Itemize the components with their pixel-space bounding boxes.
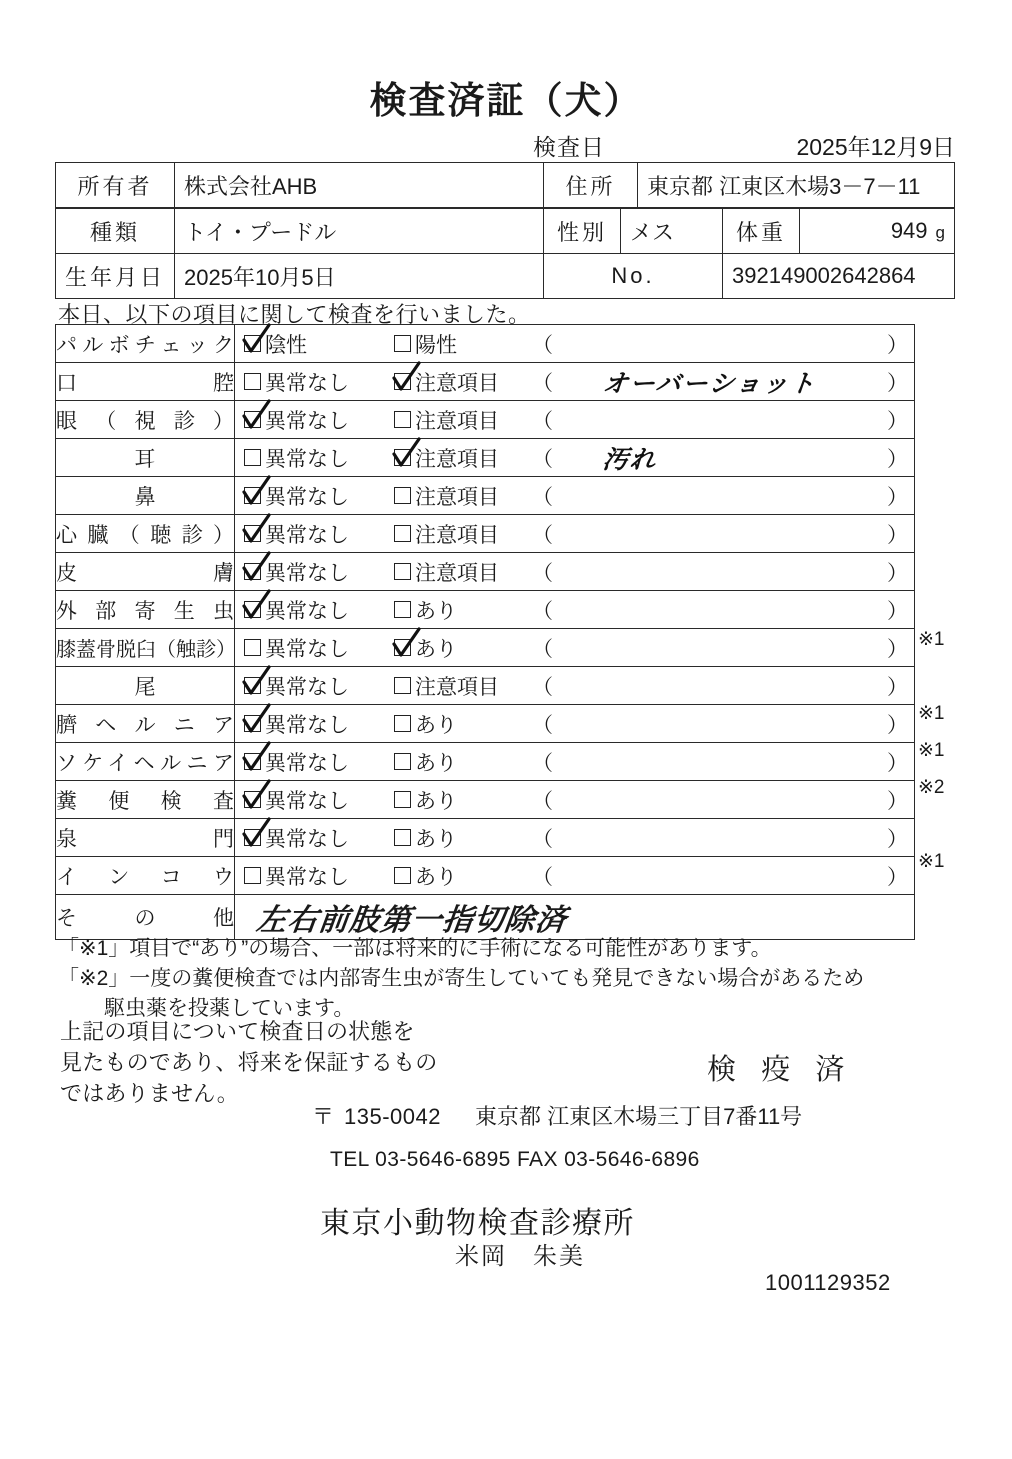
paren-close: ） <box>887 637 908 661</box>
checklist-item-label <box>56 667 235 705</box>
checklist-item-label <box>56 401 235 439</box>
checkbox-option-1[interactable] <box>244 449 261 466</box>
checklist-item-label-text: 鼻 <box>134 485 156 509</box>
checklist-row <box>56 515 915 553</box>
footnote-mark: ※1 <box>918 740 945 761</box>
checklist-row <box>56 629 915 667</box>
checklist-row <box>56 819 915 857</box>
option-2[interactable] <box>394 595 530 625</box>
page-title: 検査済証（犬） <box>369 79 643 122</box>
checkbox-option-2[interactable] <box>394 829 411 846</box>
option-1-label: 異常なし <box>265 523 349 547</box>
checklist-item-options <box>235 857 915 895</box>
checklist-item-label-text: 泉門 <box>56 827 234 851</box>
paren-close: ） <box>887 827 908 851</box>
option-row <box>235 477 914 514</box>
checklist-item-label-text: ソケイヘルニア <box>56 751 234 775</box>
option-2[interactable] <box>394 481 530 511</box>
option-1-label: 異常なし <box>265 827 349 851</box>
owner-info-table <box>55 162 955 208</box>
checklist-item-options <box>235 439 915 477</box>
footnote-mark: ※2 <box>918 777 945 798</box>
checkbox-option-2[interactable] <box>394 867 411 884</box>
option-2-label: 注意項目 <box>415 371 499 395</box>
option-row <box>235 705 914 742</box>
inspection-checklist-table <box>55 324 915 940</box>
checkbox-option-2[interactable] <box>394 411 411 428</box>
checkbox-option-2[interactable] <box>394 677 411 694</box>
checklist-item-label-text: 眼（視診） <box>56 409 234 433</box>
checkbox-option-1[interactable] <box>244 639 261 656</box>
checklist-item-label <box>56 439 235 477</box>
clinic-zip: 135-0042 <box>344 1104 441 1129</box>
weight-cell <box>800 209 955 254</box>
option-1[interactable] <box>244 823 394 853</box>
checkbox-option-2[interactable] <box>394 335 411 352</box>
exam-date-row <box>55 128 955 162</box>
remark-field[interactable] <box>530 781 914 818</box>
checklist-item-options <box>235 667 915 705</box>
checklist-row <box>56 477 915 515</box>
paren-close: ） <box>887 675 908 699</box>
clinic-name: 東京小動物検査診療所 <box>320 1207 635 1240</box>
checkbox-option-2[interactable] <box>394 449 411 466</box>
table-row <box>56 209 955 254</box>
footnote-1: 「※1」項目で“あり”の場合、一部は将来的に手術になる可能性があります。 <box>58 937 772 960</box>
other-label <box>56 895 235 940</box>
checkbox-option-2[interactable] <box>394 525 411 542</box>
checklist-item-label-text: 口腔 <box>56 371 234 395</box>
option-row <box>235 857 914 894</box>
remark-field[interactable] <box>530 819 914 856</box>
remark-field[interactable] <box>530 325 914 362</box>
option-1-label: 異常なし <box>265 485 349 509</box>
option-row <box>235 553 914 590</box>
option-2[interactable] <box>394 709 530 739</box>
other-label-text: その他 <box>56 907 234 930</box>
option-1-label: 異常なし <box>265 713 349 737</box>
option-row <box>235 667 914 704</box>
checklist-item-label <box>56 477 235 515</box>
checkbox-option-2[interactable] <box>394 373 411 390</box>
remark-field[interactable] <box>530 477 914 514</box>
option-2-label: 陽性 <box>415 333 457 357</box>
paren-open: （ <box>532 561 553 585</box>
option-1-label: 異常なし <box>265 409 349 433</box>
option-1-label: 陰性 <box>265 333 307 357</box>
option-2[interactable] <box>394 519 530 549</box>
checklist-item-label <box>56 591 235 629</box>
paren-close: ） <box>887 561 908 585</box>
option-2-label: 注意項目 <box>415 523 499 547</box>
checklist-item-label-text: 臍ヘルニア <box>56 713 234 737</box>
microchip-no-label: No. <box>544 254 723 299</box>
checkbox-option-1[interactable] <box>244 487 261 504</box>
checklist-item-label-text: 耳 <box>134 447 156 471</box>
remark-field[interactable] <box>530 591 914 628</box>
remark-field[interactable] <box>530 363 914 400</box>
quarantine-stamp: 検 疫 済 <box>707 1052 853 1086</box>
option-2[interactable] <box>394 405 530 435</box>
checklist-item-options <box>235 819 915 857</box>
weight-value: 949 <box>890 218 928 243</box>
checklist-item-label-text: インコウ <box>56 865 234 889</box>
checklist-item-options <box>235 705 915 743</box>
option-1[interactable] <box>244 709 394 739</box>
clinic-address: 東京都 江東区木場三丁目7番11号 <box>475 1104 803 1129</box>
paren-open: （ <box>532 675 553 699</box>
option-row <box>235 819 914 856</box>
option-1-label: 異常なし <box>265 599 349 623</box>
option-1[interactable] <box>244 329 394 359</box>
remark-field[interactable] <box>530 629 914 666</box>
option-2[interactable] <box>394 367 530 397</box>
address-value: 東京都 江東区木場3－7－11 <box>638 163 955 208</box>
option-1[interactable] <box>244 367 394 397</box>
checklist-row <box>56 439 915 477</box>
option-1[interactable] <box>244 671 394 701</box>
checklist-item-label-text: 外部寄生虫 <box>56 599 234 623</box>
checkbox-option-1[interactable] <box>244 753 261 770</box>
checklist-row <box>56 363 915 401</box>
checklist-item-label-text: 尾 <box>134 675 156 699</box>
disclaimer-line-3: ではありません。 <box>60 1081 239 1106</box>
paren-close: ） <box>887 333 908 357</box>
birthdate-value: 2025年10月5日 <box>175 254 544 299</box>
microchip-no-value: 392149002642864 <box>723 254 955 299</box>
intro-text: 本日、以下の項目に関して検査を行いました。 <box>58 302 531 327</box>
option-1[interactable] <box>244 747 394 777</box>
checklist-row <box>56 705 915 743</box>
other-handwriting: 左右前肢第一指切除済 <box>254 903 569 938</box>
option-1-label: 異常なし <box>265 865 349 889</box>
option-2[interactable] <box>394 747 530 777</box>
paren-open: （ <box>532 409 553 433</box>
remark-field[interactable] <box>530 553 914 590</box>
birthdate-label: 生年月日 <box>56 254 175 299</box>
option-1[interactable] <box>244 405 394 435</box>
option-row <box>235 591 914 628</box>
option-1[interactable] <box>244 557 394 587</box>
checklist-item-options <box>235 591 915 629</box>
checklist-row <box>56 591 915 629</box>
table-row <box>56 163 955 208</box>
checklist-item-options <box>235 363 915 401</box>
paren-close: ） <box>887 751 908 775</box>
exam-date-label: 検査日 <box>533 134 605 160</box>
checklist-item-label-text: 心臓（聴診） <box>56 523 234 547</box>
checkbox-option-2[interactable] <box>394 563 411 580</box>
paren-open: （ <box>532 523 553 547</box>
option-2[interactable] <box>394 823 530 853</box>
footnote-mark: ※1 <box>918 703 945 724</box>
checklist-row <box>56 743 915 781</box>
veterinarian-name: 米岡 朱美 <box>455 1243 585 1270</box>
option-1[interactable] <box>244 633 394 663</box>
paren-open: （ <box>532 333 553 357</box>
checkbox-option-2[interactable] <box>394 601 411 618</box>
checklist-item-label <box>56 515 235 553</box>
checklist-item-options <box>235 781 915 819</box>
checklist-item-options <box>235 325 915 363</box>
checklist-item-options <box>235 629 915 667</box>
checkbox-option-1[interactable] <box>244 411 261 428</box>
checkbox-option-2[interactable] <box>394 639 411 656</box>
checkbox-option-2[interactable] <box>394 715 411 732</box>
option-row <box>235 325 914 362</box>
paren-open: （ <box>532 751 553 775</box>
option-2-label: 注意項目 <box>415 561 499 585</box>
checklist-item-options <box>235 515 915 553</box>
checkbox-option-1[interactable] <box>244 335 261 352</box>
checkbox-option-2[interactable] <box>394 487 411 504</box>
disclaimer-line-2: 見たものであり、将来を保証するもの <box>60 1050 438 1075</box>
option-2-label: あり <box>415 789 457 813</box>
other-remark-field[interactable] <box>235 895 915 940</box>
option-2-label: あり <box>415 827 457 851</box>
paren-open: （ <box>532 827 553 851</box>
paren-open: （ <box>532 865 553 889</box>
option-row <box>235 439 914 476</box>
option-2-label: あり <box>415 713 457 737</box>
paren-close: ） <box>887 447 908 471</box>
option-2[interactable] <box>394 329 530 359</box>
paren-open: （ <box>532 599 553 623</box>
option-row <box>235 629 914 666</box>
paren-open: （ <box>532 713 553 737</box>
paren-open: （ <box>532 447 553 471</box>
option-1[interactable] <box>244 481 394 511</box>
option-2[interactable] <box>394 557 530 587</box>
checkbox-option-1[interactable] <box>244 715 261 732</box>
option-1-label: 異常なし <box>265 371 349 395</box>
option-1[interactable] <box>244 785 394 815</box>
option-row <box>235 781 914 818</box>
option-2-label: あり <box>415 637 457 661</box>
checkbox-option-1[interactable] <box>244 791 261 808</box>
paren-close: ） <box>887 865 908 889</box>
checkbox-option-1[interactable] <box>244 525 261 542</box>
remark-field[interactable] <box>530 705 914 742</box>
remark-field[interactable] <box>530 401 914 438</box>
owner-label: 所有者 <box>56 163 175 208</box>
checklist-item-label-text: 皮膚 <box>56 561 234 585</box>
disclaimer-text <box>60 1016 490 1109</box>
disclaimer-line-1: 上記の項目について検査日の状態を <box>60 1019 415 1044</box>
checklist-row-other <box>56 895 915 940</box>
checkbox-option-1[interactable] <box>244 829 261 846</box>
exam-date-value: 2025年12月9日 <box>796 134 955 160</box>
paren-open: （ <box>532 371 553 395</box>
checklist-item-label <box>56 857 235 895</box>
clinic-address-line <box>312 1100 802 1131</box>
checklist-item-label-text: パルボチェック <box>56 333 234 357</box>
option-2[interactable] <box>394 861 530 891</box>
option-1[interactable] <box>244 519 394 549</box>
paren-close: ） <box>887 789 908 813</box>
checklist-item-label-text: 膝蓋骨脱臼（触診） <box>56 639 236 661</box>
paren-open: （ <box>532 485 553 509</box>
option-2-label: 注意項目 <box>415 485 499 509</box>
option-row <box>235 363 914 400</box>
sex-value: メス <box>621 209 723 254</box>
postal-mark-icon: 〒 <box>312 1104 335 1129</box>
option-2-label: あり <box>415 599 457 623</box>
checklist-row <box>56 857 915 895</box>
footnote-mark: ※1 <box>918 851 945 872</box>
option-1[interactable] <box>244 443 394 473</box>
option-2-label: あり <box>415 751 457 775</box>
checklist-row <box>56 401 915 439</box>
paren-close: ） <box>887 371 908 395</box>
footnote-mark: ※1 <box>918 629 945 650</box>
checkbox-option-1[interactable] <box>244 601 261 618</box>
checklist-item-options <box>235 477 915 515</box>
weight-label: 体重 <box>723 209 800 254</box>
option-2[interactable] <box>394 633 530 663</box>
footnote-2-line1: 「※2」一度の糞便検査では内部寄生虫が寄生していても発見できない場合があるため <box>58 967 865 990</box>
clinic-tel-fax: TEL 03-5646-6895 FAX 03-5646-6896 <box>330 1148 700 1171</box>
checklist-item-label <box>56 705 235 743</box>
checklist-item-label <box>56 325 235 363</box>
option-2[interactable] <box>394 443 530 473</box>
option-1[interactable] <box>244 595 394 625</box>
checklist-item-label <box>56 819 235 857</box>
option-2[interactable] <box>394 671 530 701</box>
checklist-row <box>56 781 915 819</box>
remark-field[interactable] <box>530 743 914 780</box>
option-1-label: 異常なし <box>265 637 349 661</box>
option-1-label: 異常なし <box>265 447 349 471</box>
option-1-label: 異常なし <box>265 751 349 775</box>
remark-field[interactable] <box>530 515 914 552</box>
paren-close: ） <box>887 713 908 737</box>
option-row <box>235 401 914 438</box>
remark-handwriting: 汚れ <box>601 444 659 474</box>
checklist-row <box>56 325 915 363</box>
checklist-item-label <box>56 781 235 819</box>
checklist-item-options <box>235 401 915 439</box>
weight-unit: g <box>935 223 945 242</box>
option-2-label: 注意項目 <box>415 447 499 471</box>
sex-label: 性別 <box>544 209 621 254</box>
option-row <box>235 515 914 552</box>
option-2-label: あり <box>415 865 457 889</box>
option-1[interactable] <box>244 861 394 891</box>
breed-value: トイ・プードル <box>175 209 544 254</box>
checklist-item-label <box>56 743 235 781</box>
owner-value: 株式会社AHB <box>175 163 544 208</box>
checklist-item-options <box>235 743 915 781</box>
checklist-item-label-text: 糞便検査 <box>56 789 234 813</box>
table-row <box>56 254 955 299</box>
footnote-2-line2: 駆虫薬を投薬しています。 <box>104 997 355 1020</box>
option-row <box>235 743 914 780</box>
paren-close: ） <box>887 485 908 509</box>
checkbox-option-2[interactable] <box>394 753 411 770</box>
checklist-item-label <box>56 629 235 667</box>
paren-close: ） <box>887 523 908 547</box>
option-1-label: 異常なし <box>265 561 349 585</box>
footnotes <box>58 934 958 1024</box>
option-2-label: 注意項目 <box>415 409 499 433</box>
document-number: 1001129352 <box>765 1270 891 1295</box>
breed-label: 種類 <box>56 209 175 254</box>
animal-detail-table <box>55 208 955 299</box>
checkbox-option-1[interactable] <box>244 373 261 390</box>
remark-field[interactable] <box>530 857 914 894</box>
option-1-label: 異常なし <box>265 789 349 813</box>
option-2-label: 注意項目 <box>415 675 499 699</box>
remark-handwriting: オーバーショット <box>601 368 819 398</box>
checkbox-option-1[interactable] <box>244 563 261 580</box>
paren-close: ） <box>887 599 908 623</box>
paren-close: ） <box>887 409 908 433</box>
paren-open: （ <box>532 789 553 813</box>
checklist-row <box>56 667 915 705</box>
checklist-row <box>56 553 915 591</box>
checkbox-option-1[interactable] <box>244 677 261 694</box>
remark-field[interactable] <box>530 667 914 704</box>
option-1-label: 異常なし <box>265 675 349 699</box>
option-2[interactable] <box>394 785 530 815</box>
checklist-item-label <box>56 363 235 401</box>
checkbox-option-2[interactable] <box>394 791 411 808</box>
paren-open: （ <box>532 637 553 661</box>
remark-field[interactable] <box>530 439 914 476</box>
checklist-item-label <box>56 553 235 591</box>
checklist-item-options <box>235 553 915 591</box>
address-label: 住所 <box>544 163 638 208</box>
checkbox-option-1[interactable] <box>244 867 261 884</box>
